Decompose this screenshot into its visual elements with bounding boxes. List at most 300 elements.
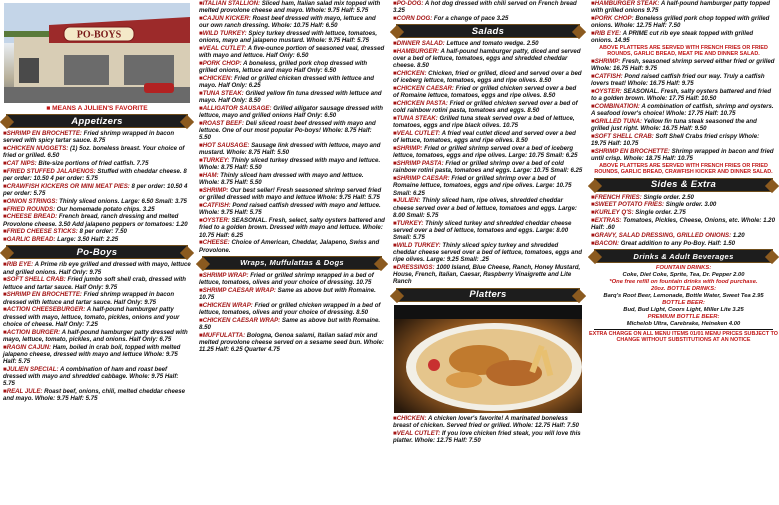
menu-item xyxy=(0,130,194,144)
restaurant-photo xyxy=(4,3,190,103)
menu-item-name: RIB EYE: xyxy=(6,261,34,269)
menu-item-name: VEAL CUTLET: xyxy=(202,45,247,52)
menu-item-name: JULIEN: xyxy=(396,197,421,205)
menu-item-name: VEAL CUTLET: xyxy=(396,429,441,437)
bullet-icon: ■ xyxy=(393,70,397,78)
menu-item-description: If you love chicken fried steak, you will love this platter. Whole: 12.75 Half: 7.50 xyxy=(393,429,581,444)
menu-item xyxy=(390,160,586,174)
bullet-icon: ■ xyxy=(591,0,595,7)
menu-item-name: OYSTER: xyxy=(594,87,622,95)
bullet-icon: ■ xyxy=(3,205,7,213)
menu-item-name: TURKEY: xyxy=(396,219,424,227)
wraps-list xyxy=(196,272,388,354)
menu-column-4 xyxy=(588,0,779,505)
bullet-icon: ■ xyxy=(199,60,203,67)
menu-item-description: Roast beef, onions, chili, melted cheddar cheese and mayo. Whole: 9.75 Half: 5.75 xyxy=(3,388,186,403)
bullet-icon: ■ xyxy=(199,286,203,294)
bullet-icon: ■ xyxy=(591,57,595,65)
menu-item xyxy=(588,15,779,29)
menu-item xyxy=(196,172,388,186)
footer-note: EXTRA CHARGE ON ALL MENU ITEMS 01/01 MENU PRICES SUBJECT TO CHANGE WITHOUT SUBSTITUTIONS AT AN NOTICE xyxy=(589,331,778,344)
menu-item-description: A half-pound hamburger patty topped with grilled onions 9.75 xyxy=(591,0,770,15)
menu-item-name: GRILLED TUNA: xyxy=(594,117,643,125)
bullet-icon: ■ xyxy=(199,90,203,97)
platters-note-1: ABOVE PLATTERS ARE SERVED WITH FRENCH FRIES OR FRIED ROUNDS, GARLIC BREAD, MEAT PIE AND DINNER SALAD. xyxy=(599,45,768,58)
menu-item-name: PORK CHOP: xyxy=(594,15,634,22)
bullet-icon: ■ xyxy=(199,142,203,150)
menu-item-description: Yellow fin tuna steak seasoned the and grilled just right. Whole: 16.75 Half: 9.50 xyxy=(591,117,757,133)
favorite-slogan: ■ MEANS A JULIEN'S FAVORITE xyxy=(46,105,148,112)
menu-item-description: Single order. 3.00 xyxy=(664,201,717,209)
menu-item-name: CHICKEN: xyxy=(396,414,427,422)
bullet-icon: ■ xyxy=(199,15,203,22)
menu-item-name: CHICKEN: xyxy=(202,75,233,82)
menu-item-description: Single order. 2.75 xyxy=(633,209,686,217)
bullet-icon: ■ xyxy=(393,241,397,249)
divider xyxy=(594,329,773,330)
menu-item xyxy=(196,90,388,104)
menu-item-name: SHRIMP CAESAR: xyxy=(396,175,450,183)
bullet-icon: ■ xyxy=(199,0,203,7)
menu-item xyxy=(390,130,586,144)
bullet-icon: ■ xyxy=(3,328,7,336)
bullet-icon: ■ xyxy=(393,0,397,7)
poboys-continued-list xyxy=(196,0,388,254)
menu-item xyxy=(196,187,388,201)
menu-item-name: DRESSINGS: xyxy=(396,264,435,272)
bullet-icon: ■ xyxy=(3,291,7,299)
bullet-icon: ■ xyxy=(3,160,7,167)
menu-column-1 xyxy=(0,0,194,505)
menu-item xyxy=(196,217,388,239)
bullet-icon: ■ xyxy=(3,182,7,190)
menu-item xyxy=(588,240,779,247)
bullet-icon: ■ xyxy=(199,75,203,82)
menu-item-description: Grilled yellow fin tuna dressed with lettuce and mayo. Half Only: 8.50 xyxy=(199,90,382,105)
menu-item-name: OYSTER: xyxy=(202,217,230,225)
premium-title: PREMIUM BOTTLE BEER: xyxy=(647,314,720,321)
menu-item xyxy=(196,0,388,14)
menu-item-description: Fried or grilled chicken dressed with lettuce and mayo. Half Only: 6.25 xyxy=(199,75,375,90)
menu-item-description: Same as above but with Romaine. 10.75 xyxy=(199,286,376,302)
menu-item xyxy=(0,388,194,402)
menu-item xyxy=(390,264,586,286)
menu-item-description: Fried or grilled chicken served over a bed of Romaine lettuce, tomatoes, eggs and ripe olives. 8.50 xyxy=(393,85,577,100)
menu-item xyxy=(588,58,779,72)
bullet-icon: ■ xyxy=(393,219,397,227)
menu-item-description: Thinly sliced ham, ripe olives, shredded cheddar cheese served over a bed of lettuce, tomatoes and eggs. Large: 8.00 Small: 5.75 xyxy=(393,197,577,219)
menu-item xyxy=(390,85,586,99)
menu-item-description: Large: 3.50 Half: 2.25 xyxy=(55,236,119,244)
beer-title: BOTTLE BEER: xyxy=(662,300,705,307)
fountain-title: FOUNTAIN DRINKS: xyxy=(655,265,712,272)
menu-item xyxy=(0,329,194,343)
appetizers-list xyxy=(0,130,194,243)
menu-item-description: Fried jumbo soft shell crab, dressed with lettuce and tartar sauce. Half Only: 9.75 xyxy=(3,276,187,291)
menu-item-description: Thinly sliced ham dressed with mayo and lettuce. Whole: 8.75 Half: 5.50 xyxy=(199,172,364,187)
bullet-icon: ■ xyxy=(393,130,397,138)
menu-item-name: SOFT SHELL CRAB: xyxy=(594,132,654,140)
menu-item-description: Thinly sliced turkey and shredded cheddar cheese served over a bed of lettuce, tomatoes and eggs. Large: 8.00 Small: 5.75 xyxy=(393,219,572,242)
bullet-icon: ■ xyxy=(393,15,397,22)
menu-item-name: CHICKEN PASTA: xyxy=(396,100,448,108)
menu-item xyxy=(196,15,388,29)
appetizers-banner: Appetizers xyxy=(6,114,188,128)
bullet-icon: ■ xyxy=(3,167,7,175)
menu-item-name: CATFISH: xyxy=(202,202,231,210)
menu-item xyxy=(390,70,586,84)
menu-item xyxy=(390,15,586,22)
platters-list xyxy=(390,415,586,444)
menu-item-name: HAMBURGER: xyxy=(396,48,440,55)
bullet-icon: ■ xyxy=(591,117,595,125)
menu-item-description: Chicken, fried or grilled, diced and served over a bed of iceberg lettuce, tomatoes, eggs and ripe olives. 8.50 xyxy=(393,70,582,85)
menu-item-name: CATFISH: xyxy=(594,72,623,80)
menu-item-name: DINNER SALAD: xyxy=(396,40,445,48)
menu-item xyxy=(390,197,586,219)
menu-item-name: JULIEN SPECIAL: xyxy=(6,365,59,373)
menu-item-description: A hot dog dressed with chili served on French bread 3.25 xyxy=(393,0,577,15)
menu-item xyxy=(196,317,388,331)
menu-item-description: Boneless grilled pork chop topped with grilled onions. Whole: 12.75 Half: 7.50 xyxy=(591,15,770,30)
bullet-icon: ■ xyxy=(393,100,397,108)
menu-item-description: A fried veal cutlet diced and served over a bed of lettuce, tomatoes, eggs and ripe olives. 8.50 xyxy=(393,130,576,145)
bullet-icon: ■ xyxy=(591,217,595,225)
menu-item-description: Fried or grilled shrimp over a bed of cold rainbow rotini pasta, tomatoes and eggs. Large: 10.75 Small: 6.25 xyxy=(393,160,583,175)
menu-item xyxy=(390,100,586,114)
bullet-icon: ■ xyxy=(199,187,203,195)
menu-item xyxy=(0,183,194,197)
bullet-icon: ■ xyxy=(591,209,595,217)
menu-item-description: SEASONAL. Fresh, select, salty oysters battered and fried to a golden brown. Dressed with mayo and lettuce. Whole: 10.75 Half: 6.25 xyxy=(199,217,385,239)
menu-item-description: A five-ounce portion of seasoned veal, dressed with mayo and lettuce. Half Only: 6.50 xyxy=(199,45,385,60)
sides-list xyxy=(588,194,779,247)
menu-item xyxy=(390,145,586,159)
menu-item-name: SHRIMP EN BROCHETTE: xyxy=(594,147,670,155)
bullet-icon: ■ xyxy=(591,87,595,95)
menu-item xyxy=(390,175,586,197)
menu-item-name: CRAWFISH KICKERS OR MINI MEAT PIES: xyxy=(6,182,130,190)
menu-item-name: CHICKEN NUGGETS: xyxy=(6,145,69,152)
fried-platter-image xyxy=(394,305,582,413)
menu-item xyxy=(0,213,194,227)
menu-item-name: MUFFULATTA: xyxy=(202,331,246,339)
bullet-icon: ■ xyxy=(199,202,203,210)
menu-item-description: Tomatoes, Pickles, Cheese, Onions, etc. Whole: 1.20 Half: .60 xyxy=(591,217,775,232)
menu-item-description: Ham, boiled in crab boil, topped with melted jalapeno cheese, dressed with mayo and lettuce Whole: 9.75 Half: 5.75 xyxy=(3,343,181,365)
menu-item-description: Grilled tuna steak served over a bed of lettuce, tomatoes, eggs and ripe black olives. 10.75 xyxy=(393,115,575,130)
bullet-icon: ■ xyxy=(591,30,595,37)
menu-item-description: Fried or grilled shrimp wrapped in a bed of lettuce, tomatoes, olives and your choice of dressing. 10.75 xyxy=(199,271,374,287)
menu-item-description: Fried or grilled chicken wrapped in a bed of lettuce, tomatoes, olives and your choice of dressing. 8.50 xyxy=(199,301,381,317)
menu-item-description: Pond raised catfish fried our way. Truly a catfish lovers treat! Whole: 16.75 Half: 9.75 xyxy=(591,72,765,88)
bullet-icon: ■ xyxy=(199,239,203,247)
menu-item-name: SHRIMP CAESAR WRAP: xyxy=(202,286,276,294)
menu-item-description: A PRIME cut rib eye steak topped with grilled onions. 14.95 xyxy=(591,30,754,45)
sides-banner: Sides & Extra xyxy=(594,178,773,192)
menu-item-description: Grilled alligator sausage dressed with lettuce, mayo and grilled onions Half Only: 6.50 xyxy=(199,105,383,120)
menu-item-description: Fried shrimp wrapped in bacon served with spicy tartar sauce. 8.75 xyxy=(3,130,175,145)
menu-item-description: Bologna, Genoa salami, Italian salad mix and melted provolone cheese served on a sesame seed bun. Whole: 11.25 Half: 6.25 Quarter 4.75 xyxy=(199,331,384,354)
menu-item-name: GRAVY, SALAD DRESSING, GRILLED ONIONS: xyxy=(594,232,732,240)
menu-item-name: SHRIMP EN BROCHETTE: xyxy=(6,291,82,299)
menu-item-name: HOT SAUSAGE: xyxy=(202,142,250,150)
menu-item-description: Fried or grilled chicken served over a bed of cold rainbow rotini pasta, tomatoes and eggs. 8.50 xyxy=(393,100,578,115)
salads-banner: Salads xyxy=(396,24,580,38)
menu-item xyxy=(0,198,194,205)
menu-item-description: A combination of ham and roast beef dressed with mayo and shredded cabbage. Whole: 9.75 Half: 5.75 xyxy=(3,365,179,388)
restaurant-building-image xyxy=(4,3,190,103)
menu-item xyxy=(196,239,388,253)
bullet-icon: ■ xyxy=(199,157,203,165)
menu-item xyxy=(0,291,194,305)
menu-item-name: SHRIMP PASTA: xyxy=(396,160,444,168)
menu-item xyxy=(0,168,194,182)
menu-item xyxy=(390,0,586,14)
bullet-icon: ■ xyxy=(591,15,595,22)
menu-item-name: GARLIC BREAD: xyxy=(6,236,56,244)
bullet-icon: ■ xyxy=(3,306,7,314)
menu-item-name: SHRIMP EN BROCHETTE: xyxy=(6,130,82,137)
menu-item-name: ITALIAN STALLION: xyxy=(202,0,261,7)
menu-item-name: SOFT SHELL CRAB: xyxy=(6,276,66,284)
menu-item-description: SEASONAL. Fresh, salty oysters battered and fried to a golden brown. Whole: 17.75 Half: 10.50 xyxy=(591,87,772,103)
menu-item xyxy=(196,202,388,216)
bullet-icon: ■ xyxy=(199,45,203,52)
menu-item-description: 8 per order: 10.50 4 per order: 5.75 xyxy=(3,182,188,197)
menu-item-name: PORK CHOP: xyxy=(202,60,242,67)
menu-item-name: FRIED CHEESE STICKS: xyxy=(6,228,78,236)
menu-item xyxy=(390,415,586,429)
menu-item xyxy=(196,142,388,156)
bullet-icon: ■ xyxy=(3,236,7,244)
menu-item-description: Fried or grilled shrimp served over a bed of iceberg lettuce, tomatoes, eggs and ripe olives. Large: 10.75 Small: 6.25 xyxy=(393,145,578,160)
menu-item-name: HAMBURGER STEAK: xyxy=(594,0,660,7)
bullet-icon: ■ xyxy=(393,85,397,93)
menu-item xyxy=(390,430,586,444)
menu-item-description: (1) 5oz. boneless breast. Your choice of fried or grilled. 6.50 xyxy=(3,145,185,160)
bullet-icon: ■ xyxy=(393,414,397,422)
bullet-icon: ■ xyxy=(3,213,7,221)
menu-item-name: CHEESE: xyxy=(202,239,230,247)
menu-item-description: Spicy turkey dressed with lettuce, tomatoes, onions, mayo and jalapeno mustard. Whole: 9.75 Half: 5.75 xyxy=(199,30,378,45)
bullet-icon: ■ xyxy=(393,197,397,205)
menu-item xyxy=(196,332,388,354)
menu-item-description: A boneless, grilled pork chop dressed with grilled onions, lettuce and mayo Half Only: 6.50 xyxy=(199,60,368,75)
menu-item xyxy=(196,287,388,301)
menu-item-name: VEAL CUTLET: xyxy=(396,130,441,138)
menu-item-description: Fresh, seasoned shrimp served either fried or grilled Whole: 16.75 Half: 9.75 xyxy=(591,57,775,73)
menu-item-description: Roast beef dressed with mayo, lettuce and our own ranch dressing. Whole: 10.75 Half: 6.50 xyxy=(199,15,376,30)
menu-item-name: COMBINATION: xyxy=(594,102,640,110)
menu-item-description: A half-pound hamburger patty dressed with mayo, lettuce, tomato, pickles, and onions. Half Only: 6.75 xyxy=(3,328,188,343)
menu-item xyxy=(588,201,779,208)
menu-item xyxy=(588,217,779,231)
bottle-list: Barq's Root Beer, Lemonade, Bottle Water, Sweet Tea 2.95 xyxy=(603,293,764,300)
menu-item-description: Sausage link dressed with lettuce, mayo and mustard. Whole: 8.75 Half: 5.50 xyxy=(199,142,381,157)
menu-item-description: A chicken lover's favorite! A marinated boneless breast of chicken. Served fried or grilled. Whole: 12.75 Half: 7.50 xyxy=(393,414,579,429)
bullet-icon: ■ xyxy=(199,271,203,279)
menu-item-name: SHRIMP: xyxy=(396,145,423,153)
menu-item xyxy=(196,157,388,171)
menu-column-3 xyxy=(390,0,586,505)
menu-item-description: Soft Shell Crabs fried crispy Whole: 19.75 Half: 10.75 xyxy=(591,132,760,148)
menu-item-description: Single order. 2.50 xyxy=(641,193,694,201)
menu-item xyxy=(0,206,194,213)
menu-item-name: FRENCH FRIES: xyxy=(594,193,642,201)
bullet-icon: ■ xyxy=(199,217,203,225)
menu-item-description: Same as above but with Romaine. 8.50 xyxy=(199,316,381,332)
bullet-icon: ■ xyxy=(3,197,7,205)
menu-item xyxy=(588,148,779,162)
bullet-icon: ■ xyxy=(591,132,595,140)
menu-item-description: Fried shrimp wrapped in bacon dressed with lettuce and tartar sauce. Half Only: 9.75 xyxy=(3,291,175,306)
menu-item xyxy=(196,120,388,142)
menu-item-name: TUNA STEAK: xyxy=(202,90,244,97)
bullet-icon: ■ xyxy=(591,239,595,247)
bullet-icon: ■ xyxy=(393,160,397,168)
bullet-icon: ■ xyxy=(591,147,595,155)
menu-item xyxy=(588,88,779,102)
bullet-icon: ■ xyxy=(199,331,203,339)
menu-item-description: For a change of pace 3.25 xyxy=(432,15,509,22)
menu-item-description: A combination of catfish, shrimp and oysters. A seafood lover's choice! Whole: 17.75 Half: 10.75 xyxy=(591,102,774,118)
bullet-icon: ■ xyxy=(591,201,595,209)
menu-item-description: A Prime rib eye grilled and dressed with mayo, lettuce and grilled onions. Half Only: 9.75 xyxy=(3,261,191,276)
bullet-icon: ■ xyxy=(393,175,397,183)
bullet-icon: ■ xyxy=(199,316,203,324)
menu-item-description: Choice of American, Cheddar, Jalapeno, Swiss and Provolone. xyxy=(199,239,380,254)
menu-item-name: CHICKEN CAESAR WRAP: xyxy=(202,316,281,324)
bullet-icon: ■ xyxy=(3,130,7,137)
bullet-icon: ■ xyxy=(393,429,397,437)
menu-item-name: REAL JULE: xyxy=(6,388,43,395)
menu-item-description: 8 per order: 7.50 xyxy=(77,228,127,236)
menu-item-name: TUNA STEAK: xyxy=(396,115,438,123)
menu-item-name: CAJUN KICKER: xyxy=(202,15,251,22)
menu-item-name: TURKEY: xyxy=(202,157,230,165)
menu-item xyxy=(196,105,388,119)
menu-item-name: CAT NIPS: xyxy=(6,160,37,167)
bullet-icon: ■ xyxy=(199,301,203,309)
menu-column-2 xyxy=(196,0,388,505)
menu-item xyxy=(0,366,194,388)
bullet-icon: ■ xyxy=(591,193,595,201)
menu-item xyxy=(588,30,779,44)
menu-item-description: French bread, ranch dressing and melted Provolone cheese. 3.50 Add jalapeno peppers or tomatoes: 1.20 xyxy=(3,213,188,228)
menu-item-name: HAM: xyxy=(202,172,219,180)
poboys-banner: Po-Boys xyxy=(6,245,188,259)
bullet-icon: ■ xyxy=(393,48,397,55)
fountain-list: Coke, Diet Coke, Sprite, Tea, Dr. Pepper 2.00 xyxy=(622,272,745,279)
menu-item xyxy=(588,209,779,216)
menu-item xyxy=(0,306,194,328)
bullet-icon: ■ xyxy=(3,365,7,373)
bullet-icon: ■ xyxy=(591,102,595,110)
menu-item-name: FRIED STUFFED JALAPENOS: xyxy=(6,167,96,175)
dogs-list xyxy=(390,0,586,22)
menu-item-description: Bite-size portions of fried catfish. 7.75 xyxy=(36,160,149,167)
menu-item xyxy=(196,302,388,316)
menu-item-name: CHEESE BREAD: xyxy=(6,213,58,221)
beer-list: Bud, Bud Light, Coors Light, Miller Lite 3.25 xyxy=(623,307,744,314)
menu-item xyxy=(0,145,194,159)
menu-item xyxy=(390,48,586,70)
menu-item-name: ALLIGATOR SAUSAGE: xyxy=(202,105,272,112)
menu-item-name: SHRIMP: xyxy=(202,187,229,195)
platters-banner: Platters xyxy=(396,288,580,302)
menu-item-name: ROAST BEEF: xyxy=(202,120,244,127)
menu-item-name: WILD TURKEY: xyxy=(202,30,247,37)
menu-item-description: Great addition to any Po-Boy. Half: 1.50 xyxy=(619,239,735,247)
menu-item xyxy=(588,0,779,14)
premium-list: Michelob Ultra, Carebrake, Heineken 4.00 xyxy=(626,321,741,328)
logo-text: PO-BOYS xyxy=(76,29,122,41)
menu-item-name: CHICKEN CAESAR: xyxy=(396,85,454,93)
menu-item-name: RIB EYE: xyxy=(594,30,622,37)
menu-item xyxy=(0,344,194,366)
menu-item-name: CHICKEN WRAP: xyxy=(202,301,253,309)
bullet-icon: ■ xyxy=(591,232,595,240)
menu-item xyxy=(588,232,779,239)
bullet-icon: ■ xyxy=(3,228,7,236)
fountain-note: *One free refill on fountain drinks with food purchase. xyxy=(609,279,758,286)
platters-continued-list xyxy=(588,0,779,44)
bullet-icon: ■ xyxy=(199,30,203,37)
menu-item xyxy=(390,115,586,129)
bullet-icon: ■ xyxy=(3,261,7,269)
menu-item-description: A half-pound hamburger patty dressed with mayo, lettuce, tomato, pickles, onions and your choice of cheese. Half Only: 7.25 xyxy=(3,306,180,328)
menu-item xyxy=(196,75,388,89)
wraps-banner: Wraps, Muffulattas & Dogs xyxy=(202,256,382,270)
bullet-icon: ■ xyxy=(393,115,397,123)
salads-list xyxy=(390,40,586,285)
bullet-icon: ■ xyxy=(3,388,7,395)
platter-photo xyxy=(394,305,582,413)
drinks-banner: Drinks & Adult Beverages xyxy=(594,249,773,263)
seafood-platters-list xyxy=(588,58,779,162)
menu-item-name: CORN DOG: xyxy=(396,15,433,22)
menu-item-description: Shrimp wrapped in bacon and fried until crisp. Whole: 18.75 Half: 10.75 xyxy=(591,147,774,163)
bullet-icon: ■ xyxy=(199,172,203,180)
menu-item-description: Stuffed with cheddar cheese. 8 per order: 10.50 4 per order: 5.75 xyxy=(3,167,187,182)
menu-item xyxy=(588,118,779,132)
menu-item-description: 1000 Island, Blue Cheese, Ranch, Honey Mustard, House, French, Italian, Caesar, Raspberry Vinaigrette and Lite Ranch xyxy=(393,264,581,286)
menu-item-description: Our best seller! Fresh seasoned shrimp served fried or grilled dressed with mayo and lettuce Whole: 9.75 Half: 5.75 xyxy=(199,187,382,202)
menu-item-name: RAGIN CAJUN: xyxy=(6,343,52,351)
menu-item-name: PO-DOG: xyxy=(396,0,424,7)
menu-item-name: ACTION CHEESEBURGER: xyxy=(6,306,86,314)
menu-item-description: 1.20 xyxy=(731,232,745,240)
menu-item xyxy=(0,261,194,275)
menu-item-description: Deli sliced roast beef dressed with mayo and lettuce. One of our most popular Po-boys! Whole: 8.75 Half: 5.50 xyxy=(199,120,376,142)
menu-item-name: WILD TURKEY: xyxy=(396,241,441,249)
menu-item-name: ACTION BURGER: xyxy=(6,328,61,336)
menu-item-description: Fried or grilled shrimp over a bed of Romaine lettuce, tomatoes, eggs and ripe olives. Large: 10.75 Small: 6.25 xyxy=(393,175,572,197)
menu-item-description: A half-pound hamburger patty, diced and served over a bed of lettuce, tomatoes, eggs and shredded cheddar cheese. 8.50 xyxy=(393,48,581,70)
menu-item xyxy=(0,276,194,290)
bullet-icon: ■ xyxy=(3,343,7,351)
menu-item xyxy=(390,40,586,47)
menu-item-name: SHRIMP: xyxy=(594,57,621,65)
menu-item-name: FRIED ROUNDS: xyxy=(6,205,56,213)
menu-item-description: Our homemade potato chips. 3.25 xyxy=(55,205,155,213)
bottle-title: 20oz. BOTTLE DRINKS: xyxy=(650,286,717,293)
menu-item-description: Thinly sliced onions. Large: 6.50 Small: 3.75 xyxy=(57,197,187,205)
menu-item xyxy=(588,133,779,147)
menu-item-name: SHRIMP WRAP: xyxy=(202,271,249,279)
menu-item-name: CHICKEN: xyxy=(396,70,427,78)
